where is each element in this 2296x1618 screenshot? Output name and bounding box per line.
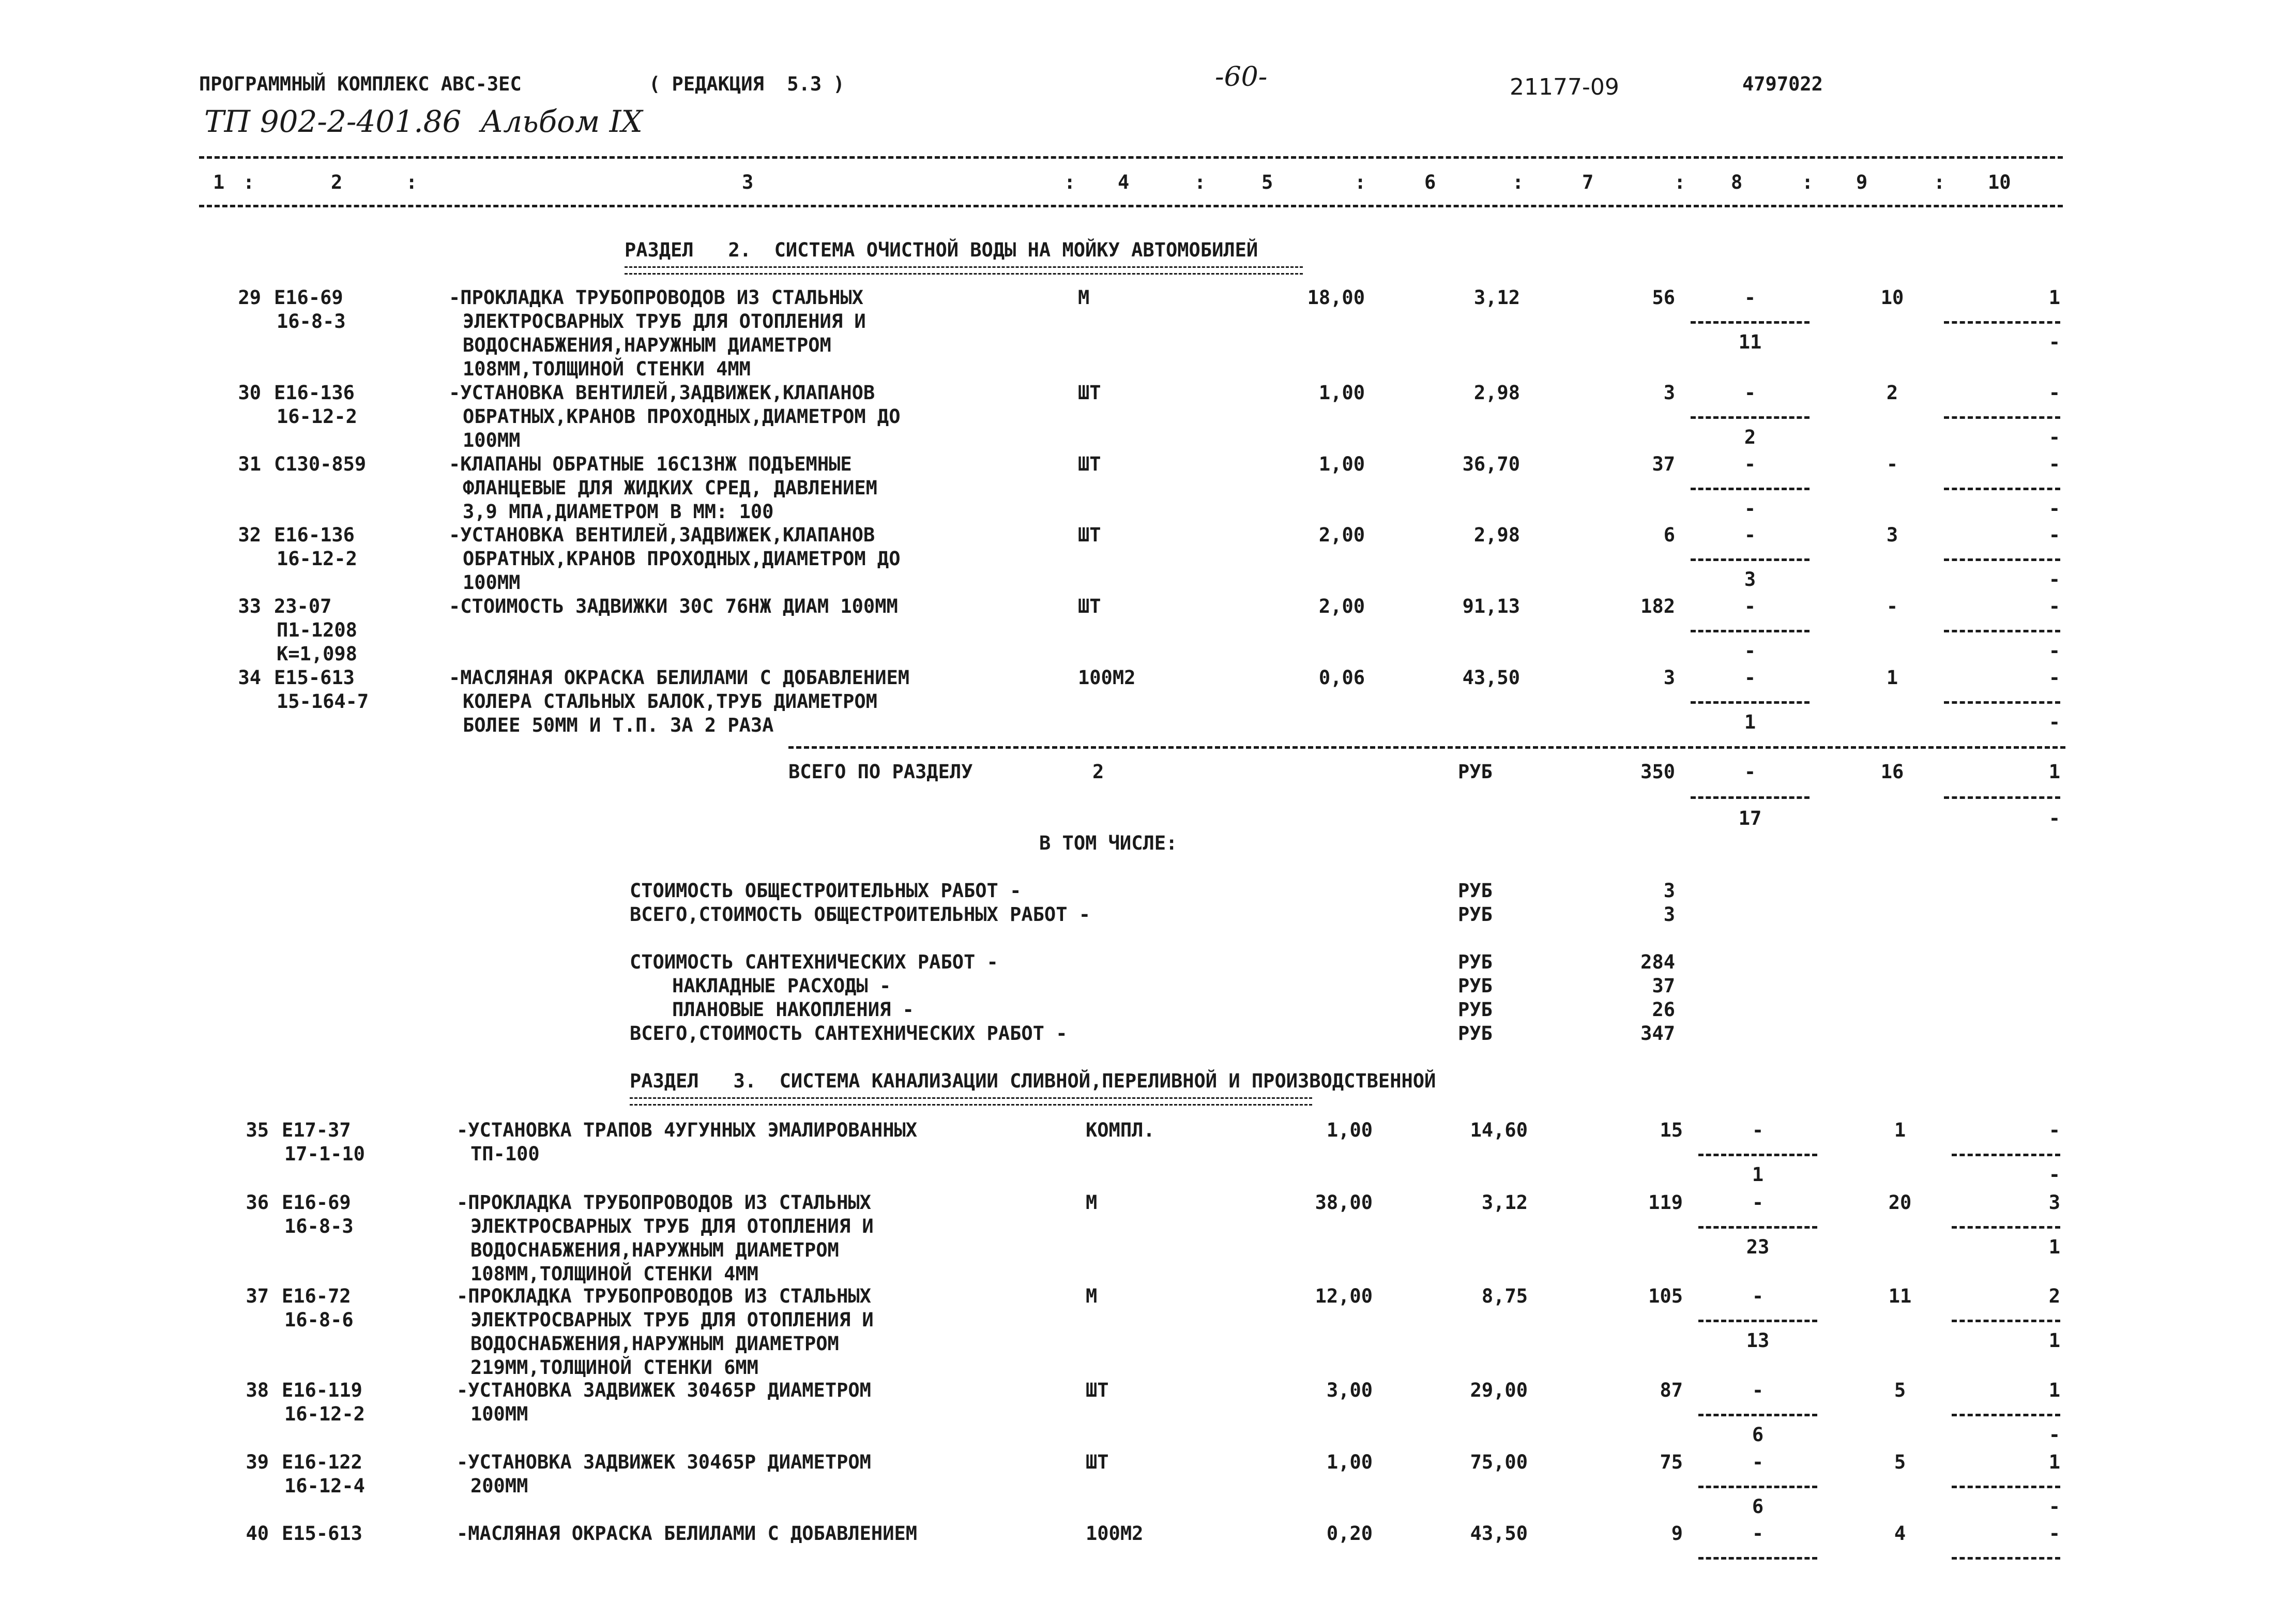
work-description: 200ММ <box>470 1475 528 1497</box>
total-cost: 56 <box>1652 286 1675 309</box>
row-number: 40 <box>246 1522 269 1545</box>
column-number: 2 <box>331 171 343 193</box>
quantity: 1,00 <box>1318 453 1365 475</box>
unit: 100М2 <box>1078 667 1136 689</box>
unit-price: 43,50 <box>1462 667 1520 689</box>
col9: 10 <box>1880 286 1904 309</box>
work-description: 3,9 МПА,ДИАМЕТРОМ В ММ: 100 <box>463 501 774 523</box>
quantity: 18,00 <box>1307 286 1365 309</box>
program-name: ПРОГРАММНЫЙ КОМПЛЕКС АВС-3ЕС <box>199 73 522 95</box>
col10-bottom: - <box>2048 1495 2060 1518</box>
section-total-c8-rule <box>1691 796 1810 799</box>
total-cost: 75 <box>1660 1451 1683 1473</box>
col8-top: - <box>1752 1191 1764 1214</box>
col8-divider <box>1698 1320 1817 1322</box>
col8-top: - <box>1744 453 1756 475</box>
work-description: 100ММ <box>463 429 521 451</box>
col10-top: 1 <box>2048 1451 2060 1473</box>
col9: 11 <box>1888 1285 1912 1307</box>
unit-price: 2,98 <box>1473 382 1520 404</box>
column-separator: : <box>1802 171 1814 193</box>
total-cost: 87 <box>1660 1379 1683 1401</box>
col10-bottom: 1 <box>2048 1236 2060 1258</box>
column-number: 7 <box>1582 171 1594 193</box>
col8-top: - <box>1752 1379 1764 1401</box>
col10-divider <box>1952 1154 2060 1156</box>
work-description: ФЛАНЦЕВЫЕ ДЛЯ ЖИДКИХ СРЕД, ДАВЛЕНИЕМ <box>463 477 877 499</box>
summary-label: ВСЕГО,СТОИМОСТЬ ОБЩЕСТРОИТЕЛЬНЫХ РАБОТ - <box>630 903 1091 926</box>
col8-top: - <box>1744 595 1756 617</box>
section-total-c10-rule <box>1944 796 2060 799</box>
summary-unit: РУБ <box>1458 1022 1493 1045</box>
total-cost: 119 <box>1648 1191 1683 1214</box>
rate-code: 16-12-2 <box>277 548 357 570</box>
work-description: ЭЛЕКТРОСВАРНЫХ ТРУБ ДЛЯ ОТОПЛЕНИЯ И <box>470 1309 874 1331</box>
total-cost: 37 <box>1652 453 1675 475</box>
unit: М <box>1078 286 1090 309</box>
total-cost: 3 <box>1663 382 1675 404</box>
row-number: 36 <box>246 1191 269 1214</box>
col8-bottom: - <box>1744 497 1756 520</box>
quantity: 1,00 <box>1318 382 1365 404</box>
rate-code: Е16-136 <box>274 382 355 404</box>
work-description: ТП-100 <box>470 1143 540 1165</box>
summary-label: СТОИМОСТЬ САНТЕХНИЧЕСКИХ РАБОТ - <box>630 951 998 973</box>
col10-bottom: - <box>2048 331 2060 353</box>
col8-divider <box>1698 1486 1817 1488</box>
total-cost: 182 <box>1640 595 1675 617</box>
unit: ШТ <box>1078 453 1101 475</box>
col10-divider <box>1944 321 2060 324</box>
row-number: 34 <box>238 667 261 689</box>
work-description: -ПРОКЛАДКА ТРУБОПРОВОДОВ ИЗ СТАЛЬНЫХ <box>457 1191 871 1214</box>
col10-divider <box>1944 416 2060 419</box>
row-number: 32 <box>238 524 261 546</box>
column-separator: : <box>406 171 418 193</box>
col10-top: 1 <box>2048 1379 2060 1401</box>
unit-price: 91,13 <box>1462 595 1520 617</box>
rate-code: С130-859 <box>274 453 367 475</box>
work-description: -СТОИМОСТЬ ЗАДВИЖКИ 30С 76НЖ ДИАМ 100ММ <box>449 595 898 617</box>
col9: 1 <box>1894 1119 1906 1141</box>
col8-bottom: 3 <box>1744 568 1756 591</box>
section-total-c8b: 17 <box>1738 807 1762 829</box>
col8-top: - <box>1752 1119 1764 1141</box>
col8-divider <box>1691 558 1810 561</box>
work-description: -МАСЛЯНАЯ ОКРАСКА БЕЛИЛАМИ С ДОБАВЛЕНИЕМ <box>449 667 910 689</box>
section-total-c8a: - <box>1744 761 1756 783</box>
page-number: -60- <box>1215 62 1268 93</box>
summary-value: 284 <box>1640 951 1675 973</box>
quantity: 0,06 <box>1318 667 1365 689</box>
unit-price: 3,12 <box>1481 1191 1528 1214</box>
total-cost: 3 <box>1663 667 1675 689</box>
col8-divider <box>1691 701 1810 704</box>
col8-divider <box>1691 416 1810 419</box>
rule-top <box>199 156 2063 159</box>
work-description: -УСТАНОВКА ЗАДВИЖЕК 30465Р ДИАМЕТРОМ <box>457 1451 871 1473</box>
edition: ( РЕДАКЦИЯ 5.3 ) <box>649 73 845 95</box>
col8-top: - <box>1752 1451 1764 1473</box>
work-description: 108ММ,ТОЛЩИНОЙ СТЕНКИ 4ММ <box>470 1263 758 1285</box>
rate-code: 16-8-3 <box>284 1215 354 1237</box>
quantity: 1,00 <box>1326 1451 1373 1473</box>
col8-bottom: 6 <box>1752 1424 1764 1446</box>
column-separator: : <box>243 171 255 193</box>
work-description: ЭЛЕКТРОСВАРНЫХ ТРУБ ДЛЯ ОТОПЛЕНИЯ И <box>463 310 866 332</box>
col10-top: - <box>2048 667 2060 689</box>
col9: - <box>1886 595 1898 617</box>
col10-top: - <box>2048 1119 2060 1141</box>
column-number: 6 <box>1424 171 1436 193</box>
work-description: КОЛЕРА СТАЛЬНЫХ БАЛОК,ТРУБ ДИАМЕТРОМ <box>463 690 877 713</box>
unit-price: 75,00 <box>1470 1451 1528 1473</box>
rate-code: Е15-613 <box>274 667 355 689</box>
unit-price: 36,70 <box>1462 453 1520 475</box>
work-description: -ПРОКЛАДКА ТРУБОПРОВОДОВ ИЗ СТАЛЬНЫХ <box>457 1285 871 1307</box>
summary-value: 3 <box>1663 880 1675 902</box>
column-number: 1 <box>213 171 225 193</box>
rate-code: 16-12-2 <box>277 405 357 428</box>
summary-unit: РУБ <box>1458 880 1493 902</box>
work-description: 100ММ <box>470 1403 528 1425</box>
col9: 1 <box>1886 667 1898 689</box>
col10-top: - <box>2048 595 2060 617</box>
work-description: -ПРОКЛАДКА ТРУБОПРОВОДОВ ИЗ СТАЛЬНЫХ <box>449 286 863 309</box>
rate-code: П1-1208 <box>277 619 357 641</box>
column-separator: : <box>1194 171 1206 193</box>
work-description: -УСТАНОВКА ЗАДВИЖЕК 30465Р ДИАМЕТРОМ <box>457 1379 871 1401</box>
work-description: 100ММ <box>463 571 521 594</box>
col10-top: - <box>2048 524 2060 546</box>
work-description: 108ММ,ТОЛЩИНОЙ СТЕНКИ 4ММ <box>463 358 751 380</box>
column-number: 4 <box>1118 171 1130 193</box>
unit-price: 43,50 <box>1470 1522 1528 1545</box>
col8-top: - <box>1744 524 1756 546</box>
col10-top: 3 <box>2048 1191 2060 1214</box>
row-number: 39 <box>246 1451 269 1473</box>
work-description: 219ММ,ТОЛЩИНОЙ СТЕНКИ 6ММ <box>470 1356 758 1379</box>
work-description: БОЛЕЕ 50ММ И Т.П. ЗА 2 РАЗА <box>463 714 774 736</box>
unit-price: 3,12 <box>1473 286 1520 309</box>
col10-top: - <box>2048 382 2060 404</box>
unit: ШТ <box>1086 1379 1109 1401</box>
unit: 100М2 <box>1086 1522 1144 1545</box>
summary-unit: РУБ <box>1458 903 1493 926</box>
quantity: 0,20 <box>1326 1522 1373 1545</box>
col10-bottom: - <box>2048 1424 2060 1446</box>
rate-code: Е16-69 <box>274 286 343 309</box>
col10-bottom: - <box>2048 1163 2060 1186</box>
section-2-title: РАЗДЕЛ 2. СИСТЕМА ОЧИСТНОЙ ВОДЫ НА МОЙКУ АВТОМОБИЛЕЙ <box>625 239 1258 261</box>
col10-divider <box>1952 1320 2060 1322</box>
including-title: В ТОМ ЧИСЛЕ: <box>1039 832 1178 854</box>
summary-value: 26 <box>1652 999 1675 1021</box>
row-number: 33 <box>238 595 261 617</box>
rate-code: 16-8-3 <box>277 310 346 332</box>
section-total-c10a: 1 <box>2048 761 2060 783</box>
col9: 2 <box>1886 382 1898 404</box>
column-separator: : <box>1934 171 1945 193</box>
summary-label: ВСЕГО,СТОИМОСТЬ САНТЕХНИЧЕСКИХ РАБОТ - <box>630 1022 1068 1045</box>
quantity: 38,00 <box>1315 1191 1373 1214</box>
col10-top: 1 <box>2048 286 2060 309</box>
col10-divider <box>1944 701 2060 704</box>
unit-price: 14,60 <box>1470 1119 1528 1141</box>
column-number: 5 <box>1261 171 1273 193</box>
col9: 3 <box>1886 524 1898 546</box>
rate-code: 16-8-6 <box>284 1309 354 1331</box>
total-cost: 105 <box>1648 1285 1683 1307</box>
col10-divider <box>1944 488 2060 490</box>
work-description: -КЛАПАНЫ ОБРАТНЫЕ 16С13НЖ ПОДЪЕМНЫЕ <box>449 453 852 475</box>
quantity: 3,00 <box>1326 1379 1373 1401</box>
rate-code: 16-12-2 <box>284 1403 365 1425</box>
work-description: ЭЛЕКТРОСВАРНЫХ ТРУБ ДЛЯ ОТОПЛЕНИЯ И <box>470 1215 874 1237</box>
rate-code: Е16-69 <box>282 1191 351 1214</box>
summary-value: 37 <box>1652 975 1675 997</box>
rate-code: 15-164-7 <box>277 690 369 713</box>
col10-bottom: 1 <box>2048 1329 2060 1352</box>
col8-bottom: 13 <box>1746 1329 1770 1352</box>
work-description: ВОДОСНАБЖЕНИЯ,НАРУЖНЫМ ДИАМЕТРОМ <box>463 334 831 356</box>
column-number: 8 <box>1731 171 1743 193</box>
work-description: -УСТАНОВКА ВЕНТИЛЕЙ,ЗАДВИЖЕК,КЛАПАНОВ <box>449 382 875 404</box>
row-number: 38 <box>246 1379 269 1401</box>
rate-code: 17-1-10 <box>284 1143 365 1165</box>
unit: М <box>1086 1191 1098 1214</box>
col10-bottom: - <box>2048 426 2060 448</box>
col8-bottom: - <box>1744 640 1756 662</box>
rate-code: Е16-136 <box>274 524 355 546</box>
col8-top: - <box>1752 1285 1764 1307</box>
rate-code: 16-12-4 <box>284 1475 365 1497</box>
col9: - <box>1886 453 1898 475</box>
col10-bottom: - <box>2048 497 2060 520</box>
section-total-number: 2 <box>1092 761 1104 783</box>
unit: ШТ <box>1086 1451 1109 1473</box>
col10-divider <box>1944 558 2060 561</box>
doc-number: 4797022 <box>1742 73 1823 95</box>
summary-unit: РУБ <box>1458 975 1493 997</box>
work-description: -УСТАНОВКА ТРАПОВ 4УГУННЫХ ЭМАЛИРОВАННЫХ <box>457 1119 918 1141</box>
rate-code: Е17-37 <box>282 1119 351 1141</box>
section-2-underline <box>625 266 1303 275</box>
col10-divider <box>1952 1557 2060 1560</box>
col8-bottom: 11 <box>1738 331 1762 353</box>
row-number: 29 <box>238 286 261 309</box>
work-description: ОБРАТНЫХ,КРАНОВ ПРОХОДНЫХ,ДИАМЕТРОМ ДО <box>463 405 901 428</box>
col8-bottom: 1 <box>1752 1163 1764 1186</box>
col8-divider <box>1698 1557 1817 1560</box>
col10-top: - <box>2048 1522 2060 1545</box>
rate-code: Е15-613 <box>282 1522 362 1545</box>
total-cost: 15 <box>1660 1119 1683 1141</box>
album-handwritten: ТП 902-2-401.86 Альбом IX <box>204 104 643 139</box>
summary-label: НАКЛАДНЫЕ РАСХОДЫ - <box>672 975 891 997</box>
rate-code: Е16-122 <box>282 1451 362 1473</box>
column-separator: : <box>1674 171 1686 193</box>
row-number: 31 <box>238 453 261 475</box>
unit-price: 8,75 <box>1481 1285 1528 1307</box>
work-description: -УСТАНОВКА ВЕНТИЛЕЙ,ЗАДВИЖЕК,КЛАПАНОВ <box>449 524 875 546</box>
row-number: 30 <box>238 382 261 404</box>
summary-value: 347 <box>1640 1022 1675 1045</box>
col8-divider <box>1691 488 1810 490</box>
rate-code: 23-07 <box>274 595 332 617</box>
unit: ШТ <box>1078 595 1101 617</box>
unit: М <box>1086 1285 1098 1307</box>
col10-divider <box>1952 1226 2060 1229</box>
total-cost: 9 <box>1671 1522 1683 1545</box>
col8-divider <box>1698 1154 1817 1156</box>
section-total-unit: РУБ <box>1458 761 1493 783</box>
col8-divider <box>1698 1414 1817 1416</box>
col10-divider <box>1952 1486 2060 1488</box>
section-total-label: ВСЕГО ПО РАЗДЕЛУ <box>788 761 973 783</box>
col8-top: - <box>1744 286 1756 309</box>
quantity: 2,00 <box>1318 595 1365 617</box>
col8-divider <box>1691 630 1810 632</box>
unit-price: 29,00 <box>1470 1379 1528 1401</box>
col8-bottom: 6 <box>1752 1495 1764 1518</box>
section-total-value: 350 <box>1640 761 1675 783</box>
col9: 5 <box>1894 1379 1906 1401</box>
col10-divider <box>1952 1414 2060 1416</box>
section-3-underline <box>630 1097 1312 1106</box>
summary-unit: РУБ <box>1458 951 1493 973</box>
quantity: 12,00 <box>1315 1285 1373 1307</box>
col10-bottom: - <box>2048 711 2060 733</box>
row-number: 35 <box>246 1119 269 1141</box>
col8-bottom: 1 <box>1744 711 1756 733</box>
section-total-c9: 16 <box>1880 761 1904 783</box>
work-description: ОБРАТНЫХ,КРАНОВ ПРОХОДНЫХ,ДИАМЕТРОМ ДО <box>463 548 901 570</box>
col10-top: 2 <box>2048 1285 2060 1307</box>
section-3-title: РАЗДЕЛ 3. СИСТЕМА КАНАЛИЗАЦИИ СЛИВНОЙ,ПЕРЕЛИВНОЙ И ПРОИЗВОДСТВЕННОЙ <box>630 1070 1436 1092</box>
col9: 20 <box>1888 1191 1912 1214</box>
unit: КОМПЛ. <box>1086 1119 1155 1141</box>
column-separator: : <box>1064 171 1076 193</box>
summary-unit: РУБ <box>1458 999 1493 1021</box>
col8-divider <box>1691 321 1810 324</box>
total-rule <box>788 746 2065 749</box>
doc-code: 21177-09 <box>1510 74 1619 100</box>
quantity: 2,00 <box>1318 524 1365 546</box>
total-cost: 6 <box>1663 524 1675 546</box>
column-number: 3 <box>742 171 754 193</box>
col8-top: - <box>1744 667 1756 689</box>
col10-top: - <box>2048 453 2060 475</box>
section-total-c10b: - <box>2048 807 2060 829</box>
col9: 5 <box>1894 1451 1906 1473</box>
summary-value: 3 <box>1663 903 1675 926</box>
col9: 4 <box>1894 1522 1906 1545</box>
rule-header-bottom <box>199 205 2063 207</box>
col8-top: - <box>1744 382 1756 404</box>
work-description: ВОДОСНАБЖЕНИЯ,НАРУЖНЫМ ДИАМЕТРОМ <box>470 1239 839 1261</box>
unit-price: 2,98 <box>1473 524 1520 546</box>
work-description: ВОДОСНАБЖЕНИЯ,НАРУЖНЫМ ДИАМЕТРОМ <box>470 1333 839 1355</box>
column-separator: : <box>1512 171 1524 193</box>
col8-divider <box>1698 1226 1817 1229</box>
summary-label: СТОИМОСТЬ ОБЩЕСТРОИТЕЛЬНЫХ РАБОТ - <box>630 880 1022 902</box>
column-number: 10 <box>1988 171 2011 193</box>
unit: ШТ <box>1078 524 1101 546</box>
rate-code: Е16-72 <box>282 1285 351 1307</box>
column-separator: : <box>1355 171 1366 193</box>
col10-bottom: - <box>2048 640 2060 662</box>
col10-divider <box>1944 630 2060 632</box>
col10-bottom: - <box>2048 568 2060 591</box>
summary-label: ПЛАНОВЫЕ НАКОПЛЕНИЯ - <box>672 999 914 1021</box>
work-description: -МАСЛЯНАЯ ОКРАСКА БЕЛИЛАМИ С ДОБАВЛЕНИЕМ <box>457 1522 918 1545</box>
col8-top: - <box>1752 1522 1764 1545</box>
col8-bottom: 23 <box>1746 1236 1770 1258</box>
rate-code: Е16-119 <box>282 1379 362 1401</box>
column-number: 9 <box>1856 171 1868 193</box>
rate-code: К=1,098 <box>277 643 357 665</box>
unit: ШТ <box>1078 382 1101 404</box>
col8-bottom: 2 <box>1744 426 1756 448</box>
row-number: 37 <box>246 1285 269 1307</box>
quantity: 1,00 <box>1326 1119 1373 1141</box>
